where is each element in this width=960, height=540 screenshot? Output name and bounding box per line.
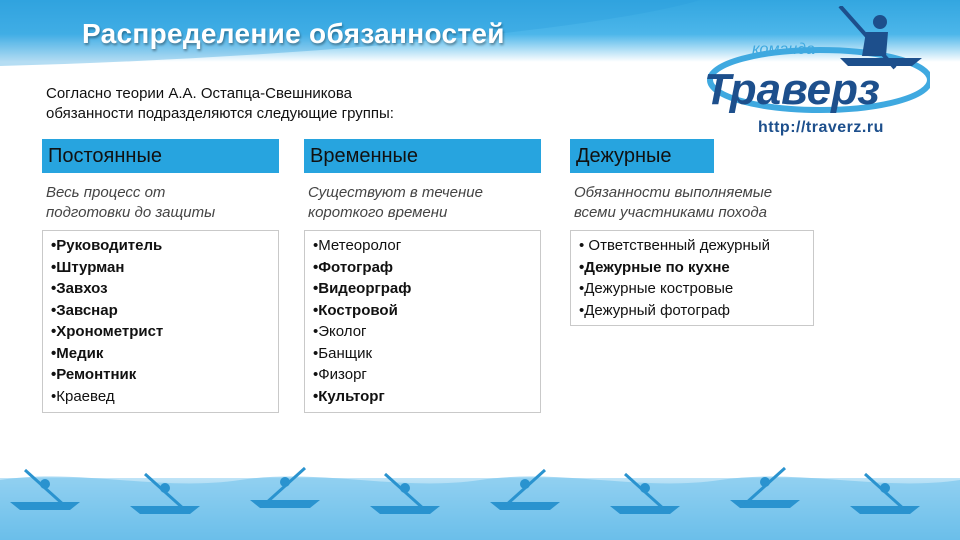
- list-item: •Руководитель: [51, 237, 163, 254]
- logo-small-word: команда: [752, 41, 815, 58]
- list-item: •Краевед: [51, 387, 115, 405]
- column-desc-temporary: [308, 183, 483, 223]
- column-desc-line: подготовки до защиты: [46, 204, 216, 221]
- intro-text: [46, 84, 394, 124]
- kayakers-footer-decoration: [0, 440, 960, 540]
- kayaker-icon: [840, 6, 922, 68]
- list-item: •Дежурные костровые: [579, 280, 734, 297]
- column-header-permanent: Постоянные: [42, 139, 279, 173]
- list-item: •Метеоролог: [313, 237, 402, 254]
- list-item: •Дежурный фотограф: [579, 301, 730, 319]
- list-item: •Штурман: [51, 258, 125, 276]
- column-desc-duty: [574, 183, 772, 223]
- column-header-duty: Дежурные: [570, 139, 714, 173]
- list-item: •Завснар: [51, 301, 118, 319]
- list-item: •Завхоз: [51, 280, 108, 297]
- list-item: •Костровой: [313, 301, 398, 319]
- intro-line-2: обязанности подразделяются следующие группы:: [46, 105, 394, 122]
- column-desc-line: Весь процесс от: [46, 184, 166, 201]
- logo-name: Траверз: [704, 65, 880, 114]
- logo-url[interactable]: http://traverz.ru: [758, 119, 884, 136]
- column-desc-permanent: [46, 183, 215, 223]
- list-item: •Ремонтник: [51, 366, 137, 383]
- list-item: •Культорг: [313, 387, 385, 405]
- column-desc-line: короткого времени: [308, 204, 448, 221]
- list-duty: [570, 230, 814, 326]
- intro-line-1: Согласно теории А.А. Остапца-Свешникова: [46, 85, 353, 102]
- list-item: •Видеорграф: [313, 280, 412, 297]
- column-desc-line: Существуют в течение: [308, 184, 483, 201]
- list-temporary: [304, 230, 541, 413]
- column-desc-line: Обязанности выполняемые: [574, 184, 773, 201]
- list-item: •Хронометрист: [51, 323, 164, 340]
- list-item: • Ответственный дежурный: [579, 237, 770, 254]
- column-header-temporary: Временные: [304, 139, 541, 173]
- list-item: •Банщик: [313, 344, 373, 362]
- list-item: •Физорг: [313, 366, 367, 383]
- list-item: •Фотограф: [313, 258, 394, 276]
- list-item: •Медик: [51, 344, 104, 362]
- list-permanent: [42, 230, 279, 413]
- list-item: •Дежурные по кухне: [579, 258, 730, 276]
- list-item: •Эколог: [313, 323, 367, 340]
- slide-title: Распределение обязанностей: [82, 18, 505, 49]
- column-desc-line: всеми участниками похода: [574, 204, 767, 221]
